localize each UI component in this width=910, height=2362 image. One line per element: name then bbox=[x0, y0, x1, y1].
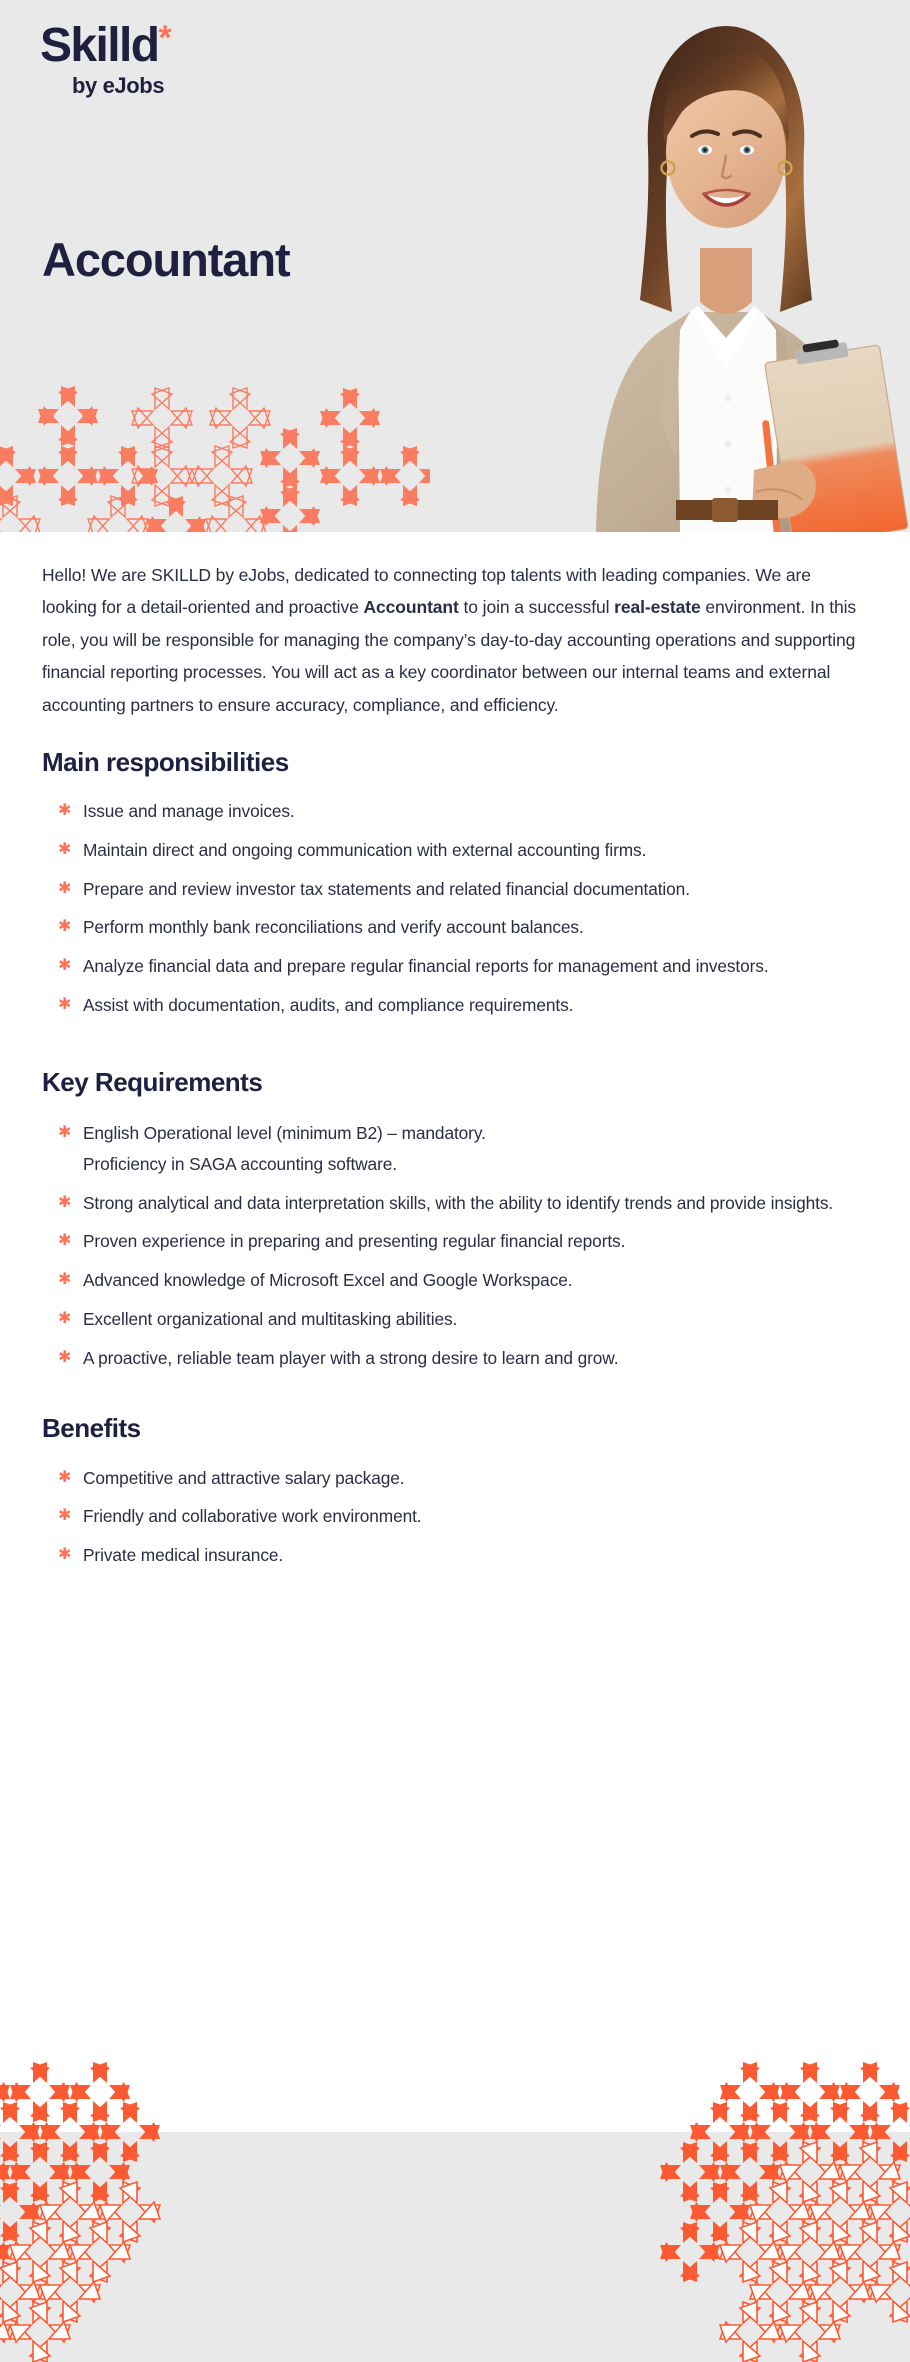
list-item bbox=[58, 1540, 868, 1571]
logo-subtitle: by eJobs bbox=[72, 73, 165, 98]
bullet-asterisk-icon: ✱ bbox=[58, 1468, 72, 1486]
list-item-text: Analyze financial data and prepare regular financial reports for management and investors. bbox=[83, 956, 769, 977]
section-title-requirements: Key Requirements bbox=[42, 1066, 263, 1097]
intro-text-part3: environment. In this role, you will be responsible for managing the company’s day-to-day accounting operations and supporting financial reporting processes. You will act as a key coordinator between our internal teams and external accounting partners to ensure accuracy, compliance, and efficiency. bbox=[42, 597, 857, 715]
responsibilities-list bbox=[42, 796, 868, 1021]
bullet-asterisk-icon: ✱ bbox=[58, 1193, 72, 1211]
list-item bbox=[58, 1304, 868, 1335]
list-item bbox=[58, 835, 868, 866]
bullet-asterisk-icon: ✱ bbox=[58, 1123, 72, 1141]
section-title-responsibilities: Main responsibilities bbox=[42, 746, 289, 777]
list-item-continuation: Proficiency in SAGA accounting software. bbox=[83, 1153, 397, 1174]
intro-text-part2: to join a successful bbox=[458, 597, 615, 618]
footer-triangle-decoration-left bbox=[0, 2062, 260, 2362]
bullet-asterisk-icon: ✱ bbox=[58, 840, 72, 858]
list-item-text: Advanced knowledge of Microsoft Excel and Google Workspace. bbox=[83, 1270, 573, 1291]
bullet-asterisk-icon: ✱ bbox=[58, 1507, 72, 1525]
triangle-burst-pattern-icon bbox=[0, 358, 430, 532]
bullet-asterisk-icon: ✱ bbox=[58, 1546, 72, 1564]
logo-asterisk-icon: * bbox=[158, 19, 172, 57]
intro-paragraph bbox=[42, 559, 868, 721]
intro-text-part1: Hello! We are SKILLD by eJobs, dedicated to connecting top talents with leading companies. We are looking for a detail-oriented and proactive bbox=[42, 565, 811, 618]
list-item bbox=[58, 1118, 868, 1180]
bullet-asterisk-icon: ✱ bbox=[58, 918, 72, 936]
list-item-text: Proven experience in preparing and presenting regular financial reports. bbox=[83, 1231, 626, 1252]
intro-bold-role: Accountant bbox=[363, 597, 459, 618]
triangle-burst-pattern-icon bbox=[0, 2062, 260, 2362]
poster-body bbox=[0, 532, 910, 1579]
list-item bbox=[58, 796, 868, 827]
bullet-asterisk-icon: ✱ bbox=[58, 957, 72, 975]
list-item bbox=[58, 990, 868, 1021]
list-item-text: Private medical insurance. bbox=[83, 1545, 284, 1566]
section-title-benefits: Benefits bbox=[42, 1413, 141, 1444]
list-item-text: Perform monthly bank reconciliations and verify account balances. bbox=[83, 917, 584, 938]
requirements-list bbox=[42, 1118, 868, 1373]
list-item-text: Assist with documentation, audits, and compliance requirements. bbox=[83, 994, 574, 1015]
list-item-text: Excellent organizational and multitasking abilities. bbox=[83, 1308, 458, 1329]
list-item bbox=[58, 874, 868, 905]
list-item-text: A proactive, reliable team player with a strong desire to learn and grow. bbox=[83, 1347, 619, 1368]
bullet-asterisk-icon: ✱ bbox=[58, 1348, 72, 1366]
list-item bbox=[58, 912, 868, 943]
bullet-asterisk-icon: ✱ bbox=[58, 879, 72, 897]
list-item bbox=[58, 1226, 868, 1257]
page-title: Accountant bbox=[42, 233, 290, 286]
list-item-text: Issue and manage invoices. bbox=[83, 801, 295, 822]
list-item-text: Friendly and collaborative work environment. bbox=[83, 1506, 422, 1527]
header-photo bbox=[540, 0, 910, 532]
list-item bbox=[58, 1501, 868, 1532]
list-item bbox=[58, 1343, 868, 1374]
list-item-text: Maintain direct and ongoing communication with external accounting firms. bbox=[83, 839, 647, 860]
header-triangle-decoration bbox=[0, 358, 430, 532]
bullet-asterisk-icon: ✱ bbox=[58, 1232, 72, 1250]
list-item-text: Prepare and review investor tax statements and related financial documentation. bbox=[83, 878, 690, 899]
brand-logo bbox=[40, 19, 172, 98]
triangle-burst-pattern-icon bbox=[630, 2062, 910, 2362]
bullet-asterisk-icon: ✱ bbox=[58, 995, 72, 1013]
poster-header bbox=[0, 0, 910, 532]
bullet-asterisk-icon: ✱ bbox=[58, 1271, 72, 1289]
professional-woman-photo-illustration bbox=[540, 0, 910, 532]
list-item-text: Competitive and attractive salary package. bbox=[83, 1467, 405, 1488]
logo-word: Skilld bbox=[40, 19, 159, 72]
bullet-asterisk-icon: ✱ bbox=[58, 1309, 72, 1327]
bullet-asterisk-icon: ✱ bbox=[58, 802, 72, 820]
list-item bbox=[58, 951, 868, 982]
list-item bbox=[58, 1188, 868, 1219]
footer-triangle-decoration-right bbox=[630, 2062, 910, 2362]
intro-bold-industry: real-estate bbox=[614, 597, 701, 618]
list-item bbox=[58, 1265, 868, 1296]
logo-wordmark bbox=[40, 19, 172, 72]
list-item-text: Strong analytical and data interpretation skills, with the ability to identify trends and provide insights. bbox=[83, 1192, 834, 1213]
benefits-list bbox=[42, 1463, 868, 1571]
list-item bbox=[58, 1463, 868, 1494]
list-item-text: English Operational level (minimum B2) – mandatory. bbox=[83, 1122, 486, 1143]
